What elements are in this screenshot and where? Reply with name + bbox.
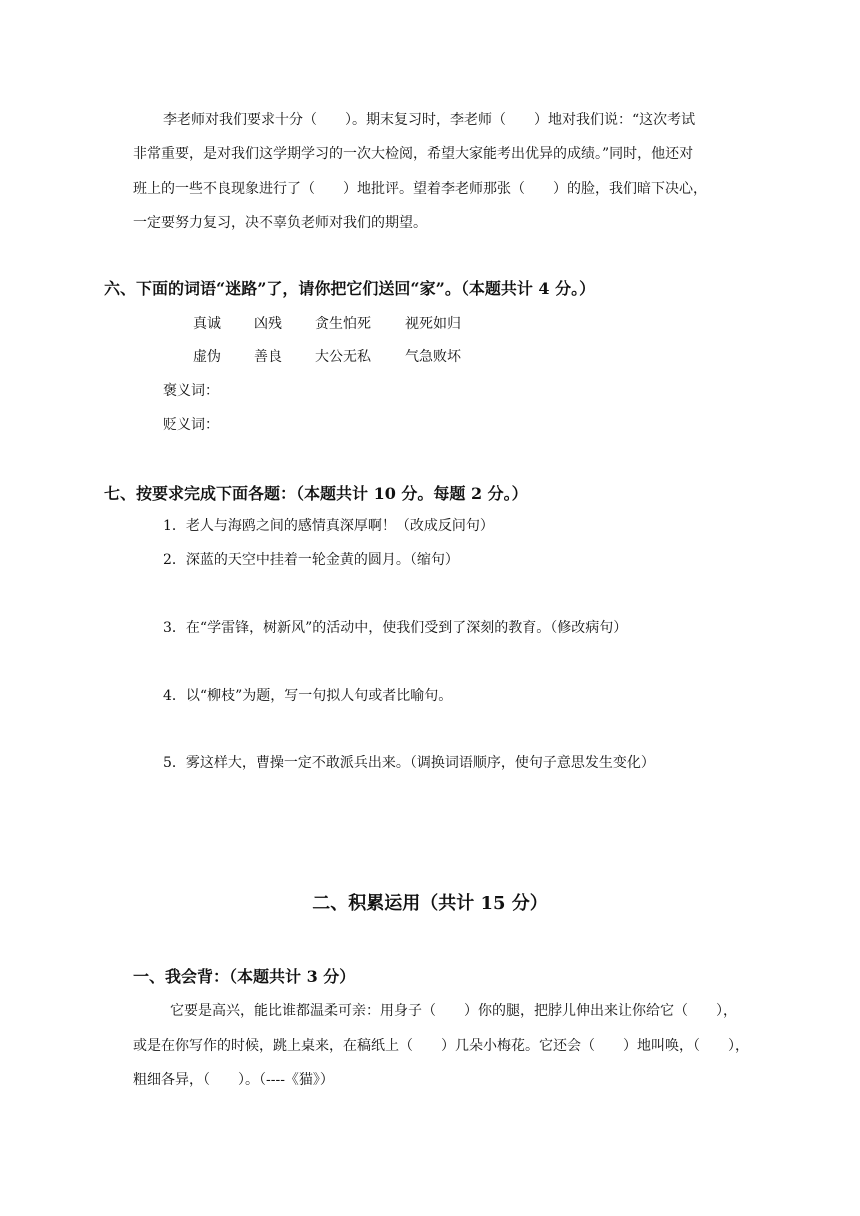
- word-dagongwusi: 大公无私: [315, 349, 371, 365]
- recite-line-3: 粗细各异，（ ）。（----《猫》）: [133, 1072, 334, 1088]
- word-shisirugui: 视死如归: [405, 316, 461, 332]
- word-qijibaihuai: 气急败坏: [405, 349, 461, 365]
- negative-words-label: 贬义词：: [163, 417, 219, 433]
- question-3: 3．在“学雷锋，树新风”的活动中，使我们受到了深刻的教育。（修改病句）: [163, 620, 628, 636]
- teacher-paragraph-line-1: 李老师对我们要求十分（ ）。期末复习时，李老师（ ）地对我们说：“这次考试: [163, 112, 696, 128]
- word-tanshengpasi: 贪生怕死: [315, 316, 371, 332]
- word-shanliang: 善良: [254, 349, 282, 365]
- teacher-paragraph-line-3: 班上的一些不良现象进行了（ ）地批评。望着李老师那张（ ）的脸，我们暗下决心，: [133, 181, 707, 197]
- recite-line-1: 它要是高兴，能比谁都温柔可亲：用身子（ ）你的腿，把脖儿伸出来让你给它（ ），: [170, 1003, 737, 1019]
- section-six-heading: 六、下面的词语“迷路”了，请你把它们送回“家”。（本题共计 4 分。）: [104, 279, 596, 298]
- teacher-paragraph-line-2: 非常重要，是对我们这学期学习的一次大检阅，希望大家能考出优异的成绩。”同时，他还对: [133, 146, 694, 162]
- word-xiongcan: 凶残: [254, 316, 282, 332]
- positive-words-label: 褒义词：: [163, 383, 219, 399]
- section-seven-heading: 七、按要求完成下面各题：（本题共计 10 分。每题 2 分。）: [104, 484, 528, 503]
- teacher-paragraph-line-4: 一定要努力复习，决不辜负老师对我们的期望。: [133, 215, 427, 231]
- question-2: 2．深蓝的天空中挂着一轮金黄的圆月。（缩句）: [163, 552, 459, 568]
- part-two-title: 二、积累运用（共计 15 分）: [312, 893, 548, 914]
- recite-line-2: 或是在你写作的时候，跳上桌来，在稿纸上（ ）几朵小梅花。它还会（ ）地叫唤，（ ），: [133, 1038, 749, 1054]
- question-1: 1．老人与海鸥之间的感情真深厚啊！（改成反问句）: [163, 518, 494, 534]
- question-5: 5．雾这样大，曹操一定不敢派兵出来。（调换词语顺序，使句子意思发生变化）: [163, 755, 655, 771]
- recite-heading: 一、我会背：（本题共计 3 分）: [133, 967, 356, 986]
- word-zhencheng: 真诚: [193, 316, 221, 332]
- word-xuwei: 虚伪: [193, 349, 221, 365]
- question-4: 4．以“柳枝”为题，写一句拟人句或者比喻句。: [163, 688, 453, 704]
